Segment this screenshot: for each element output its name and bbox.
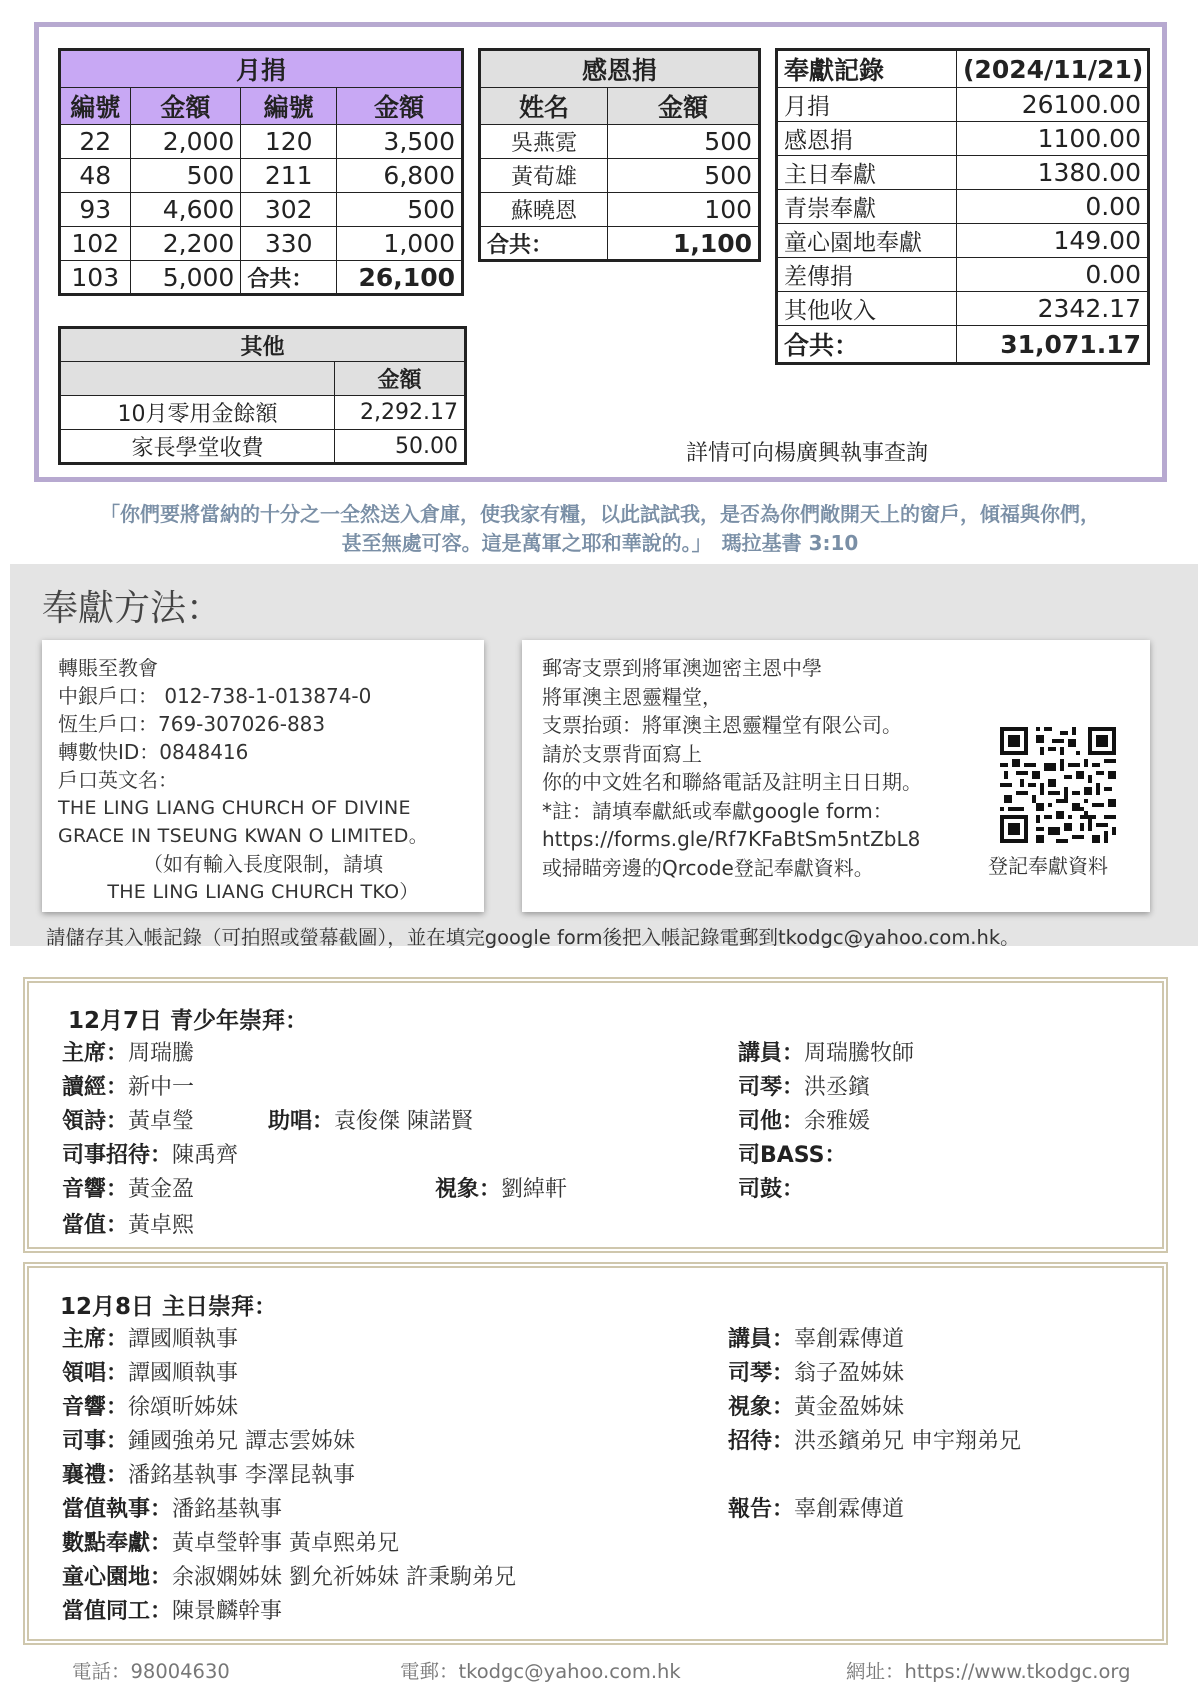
text-line: 支票抬頭：將軍澳主恩靈糧堂有限公司。	[542, 713, 902, 737]
role-usher: 司事：鍾國強弟兄 譚志雲姊妹	[62, 1429, 356, 1454]
qr-code-icon[interactable]	[1000, 727, 1116, 843]
cell: 1380.00	[957, 156, 1149, 190]
cell: 1,000	[337, 227, 463, 261]
text-line: 請於支票背面寫上	[542, 741, 702, 766]
role-piano: 司琴：洪丞鑌	[738, 1075, 871, 1100]
footer-phone: 電話：98004630	[72, 1660, 230, 1683]
role-reception: 招待：洪丞鑌弟兄 申宇翔弟兄	[728, 1429, 1022, 1454]
cell: 2,000	[130, 125, 241, 159]
table-row	[60, 396, 466, 430]
role-bass: 司BASS：	[738, 1143, 847, 1168]
bible-verse	[40, 500, 1160, 558]
column-header: 姓名	[480, 88, 608, 125]
inquiry-note: 詳情可向楊廣興執事查詢	[686, 441, 929, 466]
cell: 500	[337, 193, 463, 227]
footer-website[interactable]: 網址：https://www.tkodgc.org	[846, 1660, 1131, 1683]
cell: 2342.17	[957, 292, 1149, 326]
bank-transfer-card	[42, 640, 484, 912]
text-line: GRACE IN TSEUNG KWAN O LIMITED。	[58, 825, 429, 847]
table-title: 感恩捐	[480, 50, 760, 88]
table-row	[60, 430, 466, 464]
role-assist: 襄禮：潘銘基執事 李澤昆執事	[62, 1463, 356, 1488]
text-line: 戶口英文名：	[58, 768, 178, 792]
role-worship: 領詩：黃卓瑩	[62, 1109, 195, 1134]
form-link[interactable]: https://forms.gle/Rf7KFaBtSm5ntZbL8	[542, 827, 921, 851]
cell: 1100.00	[957, 122, 1149, 156]
monthly-donation-table	[58, 48, 464, 296]
cell: 童心園地奉獻	[777, 224, 957, 258]
table-row	[60, 159, 463, 193]
total-value: 31,071.17	[957, 326, 1149, 364]
text-line: *註：請填奉獻紙或奉獻google form：	[542, 798, 893, 823]
table-row	[60, 227, 463, 261]
total-label: 合共：	[777, 326, 957, 364]
verse-line: 甚至無處可容。這是萬軍之耶和華說的。」 瑪拉基書 3:10	[341, 531, 859, 555]
cell: 月捐	[777, 88, 957, 122]
role-drum: 司鼓：	[738, 1177, 805, 1202]
cell: 2,200	[130, 227, 241, 261]
cell: 黃荀雄	[480, 159, 608, 193]
role-reading: 讀經：新中一	[62, 1075, 195, 1100]
cell: 吳燕霓	[480, 125, 608, 159]
cell: 302	[241, 193, 337, 227]
service-title: 12月7日 青少年崇拜：	[68, 1008, 309, 1034]
role-chair: 主席：周瑞騰	[62, 1041, 195, 1066]
cell: 青崇奉獻	[777, 190, 957, 224]
cell: 感恩捐	[777, 122, 957, 156]
text-line: 你的中文姓名和聯絡電話及註明主日日期。	[542, 770, 922, 794]
column-header: 金額	[335, 362, 466, 396]
role-visual: 視象：黃金盈姊妹	[728, 1395, 905, 1420]
role-sound: 音響：徐頌昕姊妹	[62, 1395, 239, 1420]
column-header	[60, 362, 335, 396]
column-header: 編號	[60, 88, 131, 125]
table-row	[777, 326, 1149, 364]
text-line: 轉數快ID：0848416	[58, 740, 249, 764]
cell: 差傳捐	[777, 258, 957, 292]
role-kids: 童心園地：余淑嫻姊妹 劉允祈姊妹 許秉駒弟兄	[62, 1565, 517, 1590]
table-title: 其他	[60, 328, 466, 362]
role-count: 數點奉獻：黃卓瑩幹事 黃卓熙弟兄	[62, 1531, 400, 1556]
role-speaker: 講員：辜創霖傳道	[728, 1327, 905, 1352]
total-label: 合共：	[241, 261, 337, 295]
cell: 120	[241, 125, 337, 159]
role-guitar: 司他：余雅媛	[738, 1109, 871, 1134]
role-visual: 視象：劉綽軒	[435, 1177, 568, 1202]
text-line: THE LING LIANG CHURCH TKO）	[107, 881, 419, 903]
table-row	[777, 88, 1149, 122]
text-line: 恆生戶口：769-307026-883	[58, 712, 326, 736]
cell: 主日奉獻	[777, 156, 957, 190]
text-line: 轉賬至教會	[58, 656, 158, 680]
methods-note: 請儲存其入帳記錄（可拍照或螢幕截圖），並在填完google form後把入帳記錄電郵到tkodgc@yahoo.com.hk。	[46, 926, 1020, 949]
cell: 蘇曉恩	[480, 193, 608, 227]
role-backing: 助唱：袁俊傑 陳諾賢	[268, 1109, 474, 1134]
role-sound: 音響：黃金盈	[62, 1177, 195, 1202]
role-piano: 司琴：翁子盈姊妹	[728, 1361, 905, 1386]
total-value: 26,100	[337, 261, 463, 295]
cell: 93	[60, 193, 131, 227]
column-header: 金額	[130, 88, 241, 125]
offering-record-table	[775, 48, 1150, 365]
cell: 10月零用金餘額	[60, 396, 335, 430]
table-row	[777, 292, 1149, 326]
text-line: 或掃瞄旁邊的Qrcode登記奉獻資料。	[542, 855, 874, 880]
cell: 330	[241, 227, 337, 261]
role-chair: 主席：譚國順執事	[62, 1327, 239, 1352]
table-row	[777, 190, 1149, 224]
thanksgiving-table	[478, 48, 761, 262]
cell: 6,800	[337, 159, 463, 193]
column-header: 金額	[337, 88, 463, 125]
cell: 0.00	[957, 258, 1149, 292]
cell: 102	[60, 227, 131, 261]
table-title: 奉獻記錄	[777, 50, 957, 88]
total-value: 1,100	[608, 227, 760, 261]
cell: 149.00	[957, 224, 1149, 258]
column-header: 編號	[241, 88, 337, 125]
record-date: (2024/11/21)	[957, 50, 1149, 88]
cell: 211	[241, 159, 337, 193]
cell: 50.00	[335, 430, 466, 464]
footer-email[interactable]: 電郵：tkodgc@yahoo.com.hk	[400, 1660, 681, 1683]
cell: 103	[60, 261, 131, 295]
table-row	[777, 258, 1149, 292]
table-row	[480, 227, 760, 261]
cell: 5,000	[130, 261, 241, 295]
table-row	[60, 125, 463, 159]
role-duty: 當值：黃卓熙	[62, 1213, 195, 1238]
role-lead: 領唱：譚國順執事	[62, 1361, 239, 1386]
cell: 22	[60, 125, 131, 159]
cell: 其他收入	[777, 292, 957, 326]
cell: 500	[130, 159, 241, 193]
cell: 500	[608, 159, 760, 193]
total-label: 合共：	[480, 227, 608, 261]
table-row	[777, 224, 1149, 258]
column-header: 金額	[608, 88, 760, 125]
text-line: （如有輸入長度限制，請填	[143, 852, 383, 876]
role-report: 報告：辜創霖傳道	[728, 1497, 905, 1522]
cell: 100	[608, 193, 760, 227]
text-line: 郵寄支票到將軍澳迦密主恩中學	[542, 656, 822, 680]
section-title: 奉獻方法：	[42, 588, 223, 629]
table-row	[480, 193, 760, 227]
cell: 48	[60, 159, 131, 193]
role-speaker: 講員：周瑞騰牧師	[738, 1041, 915, 1066]
table-row	[480, 159, 760, 193]
verse-line: 「你們要將當納的十分之一全然送入倉庫，使我家有糧，以此試試我，是否為你們敞開天上的窗戶，傾福與你們，	[100, 502, 1100, 526]
table-row	[60, 193, 463, 227]
text-line: THE LING LIANG CHURCH OF DIVINE	[58, 797, 411, 819]
cell: 2,292.17	[335, 396, 466, 430]
table-row	[777, 122, 1149, 156]
table-title: 月捐	[60, 50, 463, 88]
text-line: 中銀戶口： 012-738-1-013874-0	[58, 684, 372, 708]
table-row	[480, 125, 760, 159]
role-staff: 當值同工：陳景麟幹事	[62, 1599, 283, 1624]
text-line: 將軍澳主恩靈糧堂，	[542, 684, 722, 709]
cell: 0.00	[957, 190, 1149, 224]
cell: 4,600	[130, 193, 241, 227]
cell: 500	[608, 125, 760, 159]
cell: 26100.00	[957, 88, 1149, 122]
table-row	[60, 261, 463, 295]
table-row	[777, 156, 1149, 190]
cell: 3,500	[337, 125, 463, 159]
service-title: 12月8日 主日崇拜：	[60, 1294, 278, 1320]
other-income-table	[58, 326, 467, 465]
cell: 家長學堂收費	[60, 430, 335, 464]
role-deacon: 當值執事：潘銘基執事	[62, 1497, 283, 1522]
qr-label: 登記奉獻資料	[988, 854, 1108, 878]
role-usher: 司事招待：陳禹齊	[62, 1143, 239, 1168]
